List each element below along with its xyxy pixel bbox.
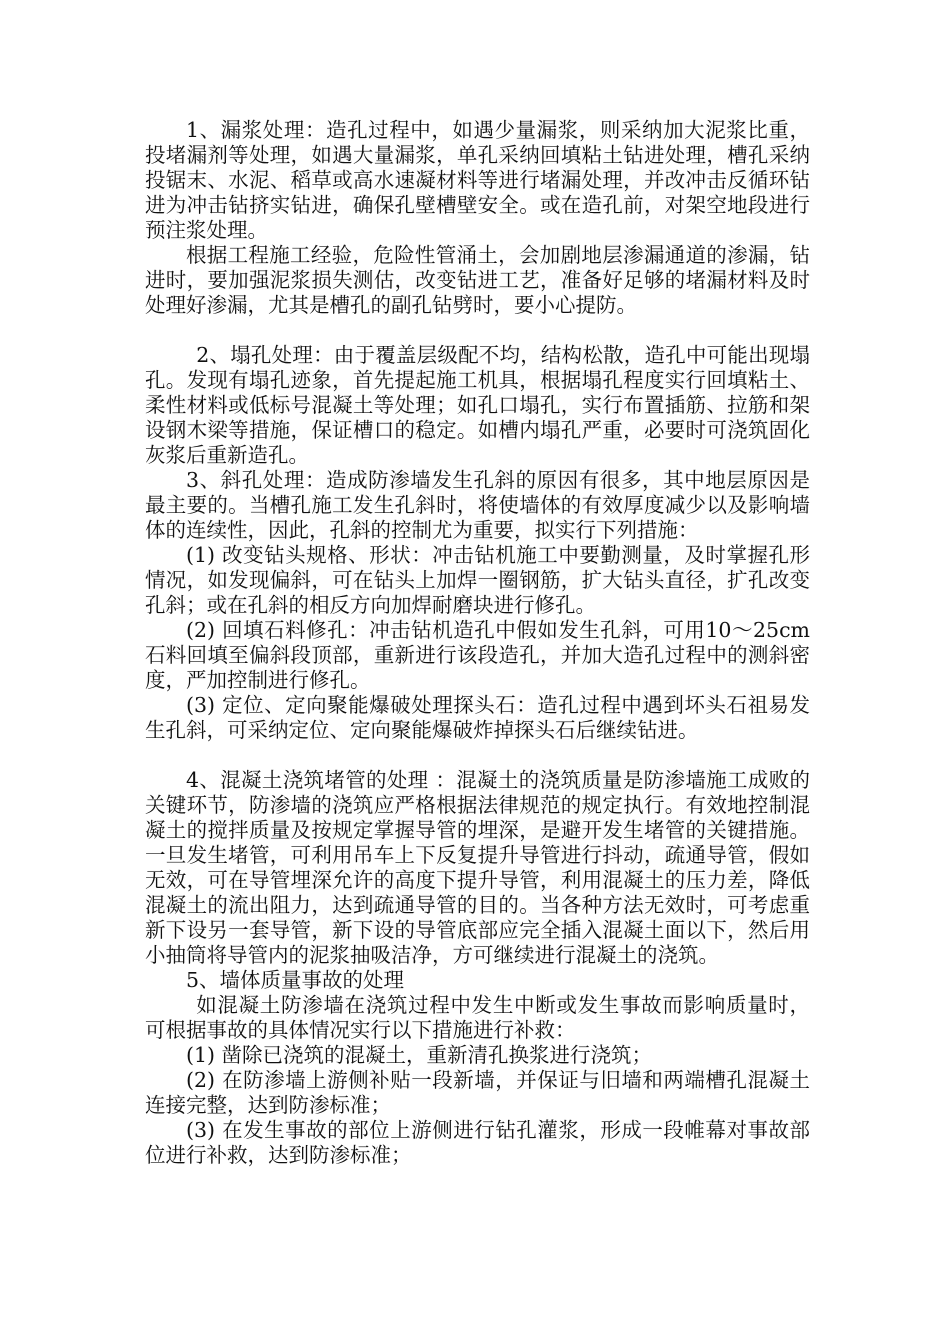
paragraph-gap xyxy=(145,743,810,768)
paragraph-wall-quality-intro: 如混凝土防渗墙在浇筑过程中发生中断或发生事故而影响质量时，可根据事故的具体情况实行以下措施进行补救： xyxy=(145,993,810,1042)
paragraph-wall-quality-heading: 5、墙体质量事故的处理 xyxy=(186,968,405,992)
paragraph-measure-2: (2) 回填石料修孔：冲击钻机造孔中假如发生孔斜，可用10～25cm石料回填至偏斜段顶部，重新进行该段造孔，并加大造孔过程中的测斜密度，严加控制进行修孔。 xyxy=(145,618,810,692)
paragraph-gap xyxy=(145,318,810,343)
paragraph-remedy-1: (1) 凿除已浇筑的混凝土，重新清孔换浆进行浇筑； xyxy=(186,1043,653,1067)
paragraph-measure-1: (1) 改变钻头规格、形状：冲击钻机施工中要勤测量，及时掌握孔形情况，如发现偏斜，可在钻头上加焊一圈钢筋，扩大钻头直径，扩孔改变孔斜；或在孔斜的相反方向加焊耐磨块进行修孔。 xyxy=(145,543,810,617)
paragraph-remedy-3: (3) 在发生事故的部位上游侧进行钻孔灌浆，形成一段帷幕对事故部位进行补救，达到防渗标准； xyxy=(145,1118,810,1167)
paragraph-concrete-blockage: 4、混凝土浇筑堵管的处理 ：混凝土的浇筑质量是防渗墙施工成败的关键环节，防渗墙的浇筑应严格根据法律规范的规定执行。有效地控制混凝土的搅拌质量及按规定掌握导管的埋深，是避开发生堵管的关键措施。一旦发生堵管，可利用吊车上下反复提升导管进行抖动，疏通导管，假如无效，可在导管埋深允许的高度下提升导管，利用混凝土的压力差，降低混凝土的流出阻力，达到疏通导管的目的。当各种方法无效时，可考虑重新下设另一套导管，新下设的导管底部应完全插入混凝土面以下，然后用小抽筒将导管内的泥浆抽吸洁净，方可继续进行混凝土的浇筑。 xyxy=(145,768,810,967)
paragraph-collapse-treatment: 2、塌孔处理：由于覆盖层级配不均，结构松散，造孔中可能出现塌孔。发现有塌孔迹象，首先提起施工机具，根据塌孔程度实行回填粘土、柔性材料或低标号混凝土等处理；如孔口塌孔，实行布置插筋、拉筋和架设钢木梁等措施，保证槽口的稳定。如槽内塌孔严重，必要时可浇筑固化灰浆后重新造孔。 xyxy=(145,343,810,467)
paragraph-measure-3: (3) 定位、定向聚能爆破处理探头石：造孔过程中遇到坏头石祖易发生孔斜，可采纳定位、定向聚能爆破炸掉探头石后继续钻进。 xyxy=(145,693,810,742)
document-page xyxy=(145,118,810,1168)
paragraph-remedy-2: (2) 在防渗墙上游侧补贴一段新墙，并保证与旧墙和两端槽孔混凝土连接完整，达到防渗标准； xyxy=(145,1068,810,1117)
paragraph-inclined-hole: 3、斜孔处理：造成防渗墙发生孔斜的原因有很多，其中地层原因是最主要的。当槽孔施工发生孔斜时，将使墙体的有效厚度减少以及影响墙体的连续性，因此，孔斜的控制尤为重要，拟实行下列措施： xyxy=(145,468,810,542)
paragraph-leak-treatment: 1、漏浆处理：造孔过程中，如遇少量漏浆，则采纳加大泥浆比重，投堵漏剂等处理，如遇大量漏浆，单孔采纳回填粘土钻进处理，槽孔采纳投锯末、水泥、稻草或高水速凝材料等进行堵漏处理，并改冲击反循环钻进为冲击钻挤实钻进，确保孔壁槽壁安全。或在造孔前，对架空地段进行预注浆处理。 xyxy=(145,118,810,242)
paragraph-piping-soil: 根据工程施工经验，危险性管涌土，会加剧地层渗漏通道的渗漏，钻进时，要加强泥浆损失测估，改变钻进工艺，准备好足够的堵漏材料及时处理好渗漏，尤其是槽孔的副孔钻劈时，要小心提防。 xyxy=(145,243,810,317)
